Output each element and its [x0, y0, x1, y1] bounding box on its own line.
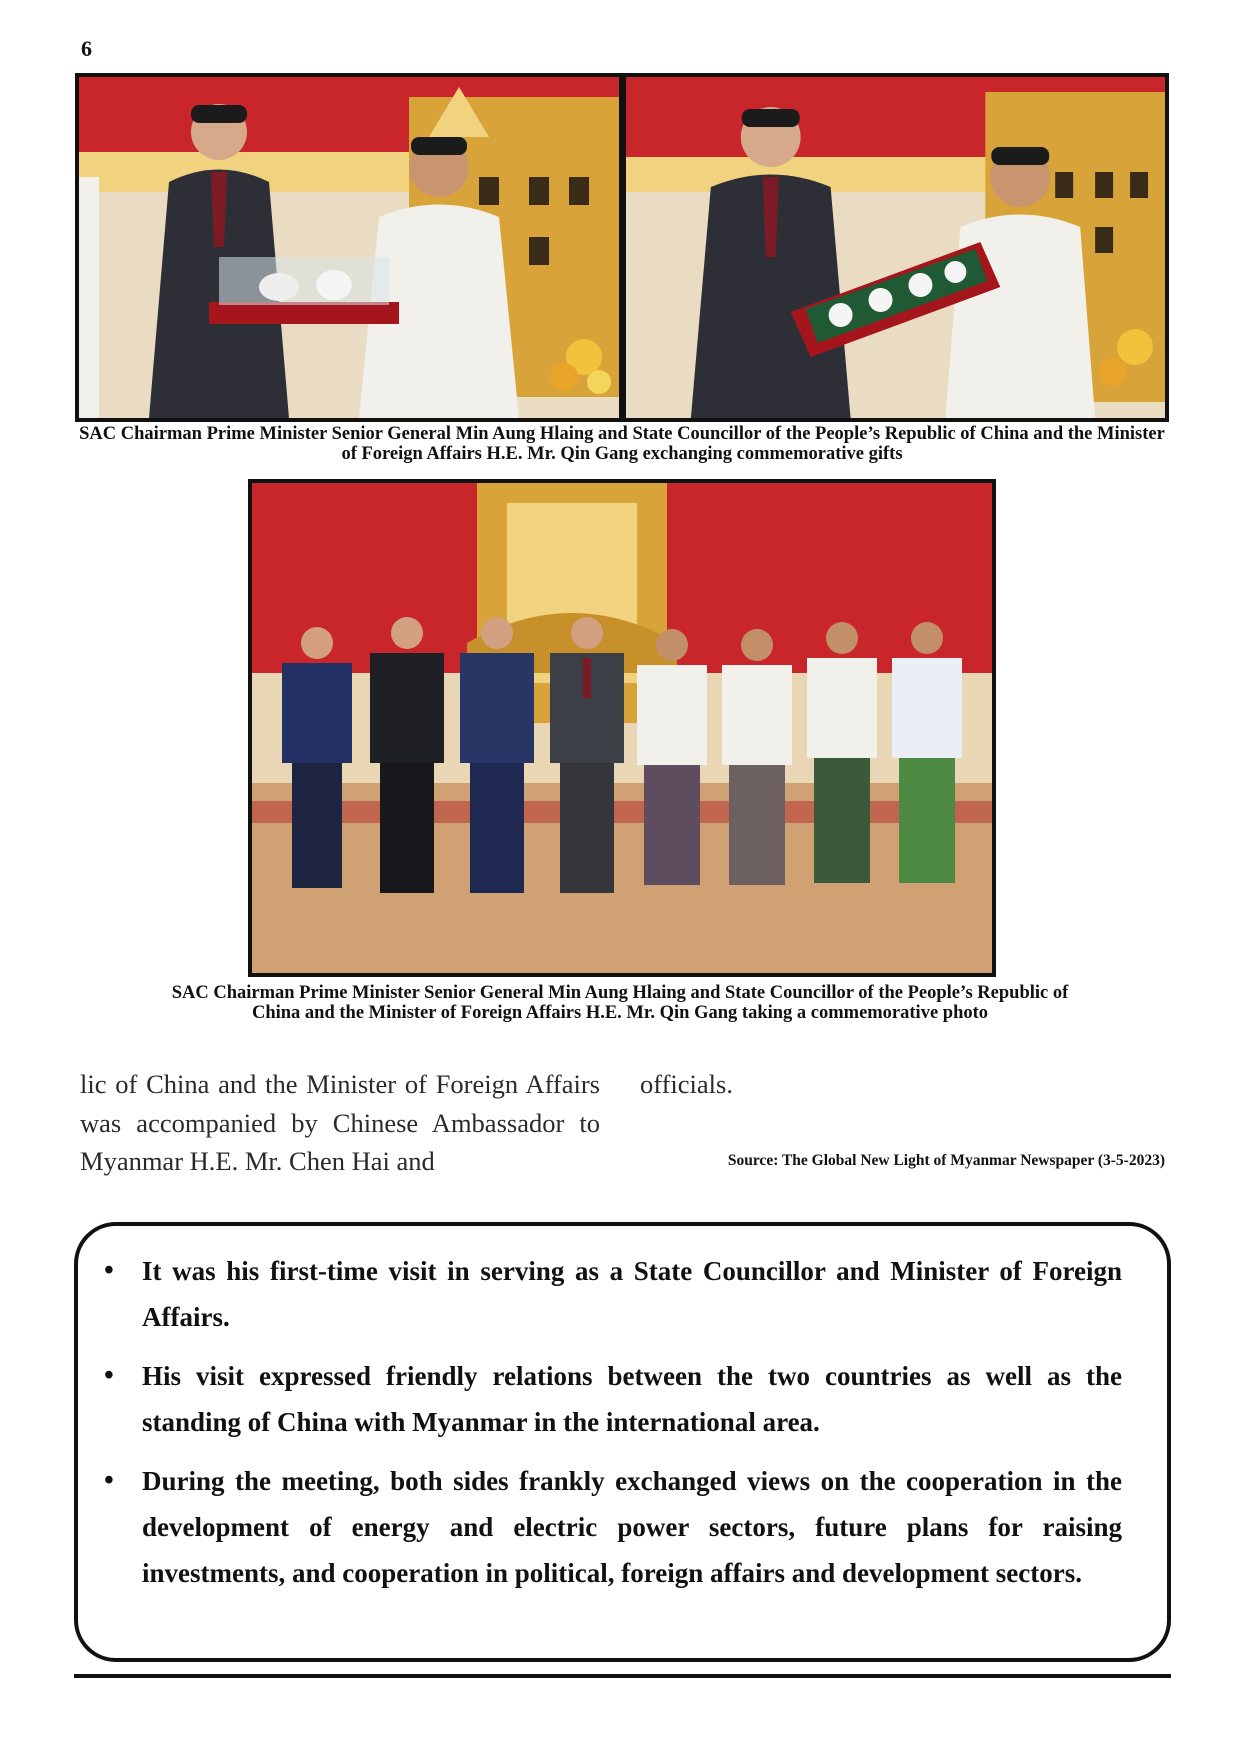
photo-group-commemorative: [248, 479, 996, 977]
photo-gift-exchange-teaset: [75, 73, 623, 422]
summary-point: [102, 1248, 1122, 1340]
article-text-left-column: lic of China and the Minister of Foreign Affairs was accompanied by Chinese Ambassador to Myanmar H.E. Mr. Chen Hai and: [80, 1069, 600, 1176]
photo-caption-group-photo: SAC Chairman Prime Minister Senior General Min Aung Hlaing and State Councillor of the People’s Republic of China and the Minister of Foreign Affairs H.E. Mr. Qin Gang taking a commemorative photo: [171, 983, 1069, 1023]
summary-list: [102, 1248, 1122, 1609]
summary-point: [102, 1458, 1122, 1596]
photo-caption-gift-exchange: SAC Chairman Prime Minister Senior General Min Aung Hlaing and State Councillor of the People’s Republic of China and the Minister of Foreign Affairs H.E. Mr. Qin Gang exchanging commemorative gifts: [79, 424, 1165, 464]
source-citation: Source: The Global New Light of Myanmar Newspaper (3-5-2023): [727, 1152, 1165, 1169]
bullet-icon: •: [104, 1360, 114, 1391]
bullet-icon: •: [104, 1255, 114, 1286]
photo-gift-exchange-box: [622, 73, 1169, 422]
summary-point-text: His visit expressed friendly relations between the two countries as well as the standing of China with Myanmar in the international area.: [142, 1361, 1122, 1437]
article-text-right-column: officials.: [640, 1069, 733, 1099]
bullet-icon: •: [104, 1465, 114, 1496]
summary-point-text: During the meeting, both sides frankly exchanged views on the cooperation in the development of energy and electric power sectors, future plans for raising investments, and cooperation in political, foreign affairs and development sectors.: [142, 1466, 1122, 1588]
summary-point: [102, 1353, 1122, 1445]
bottom-divider: [74, 1674, 1171, 1678]
summary-point-text: It was his first-time visit in serving as a State Councillor and Minister of Foreign Affairs.: [142, 1256, 1122, 1332]
summary-box: [74, 1222, 1171, 1662]
page-number: 6: [81, 36, 92, 61]
